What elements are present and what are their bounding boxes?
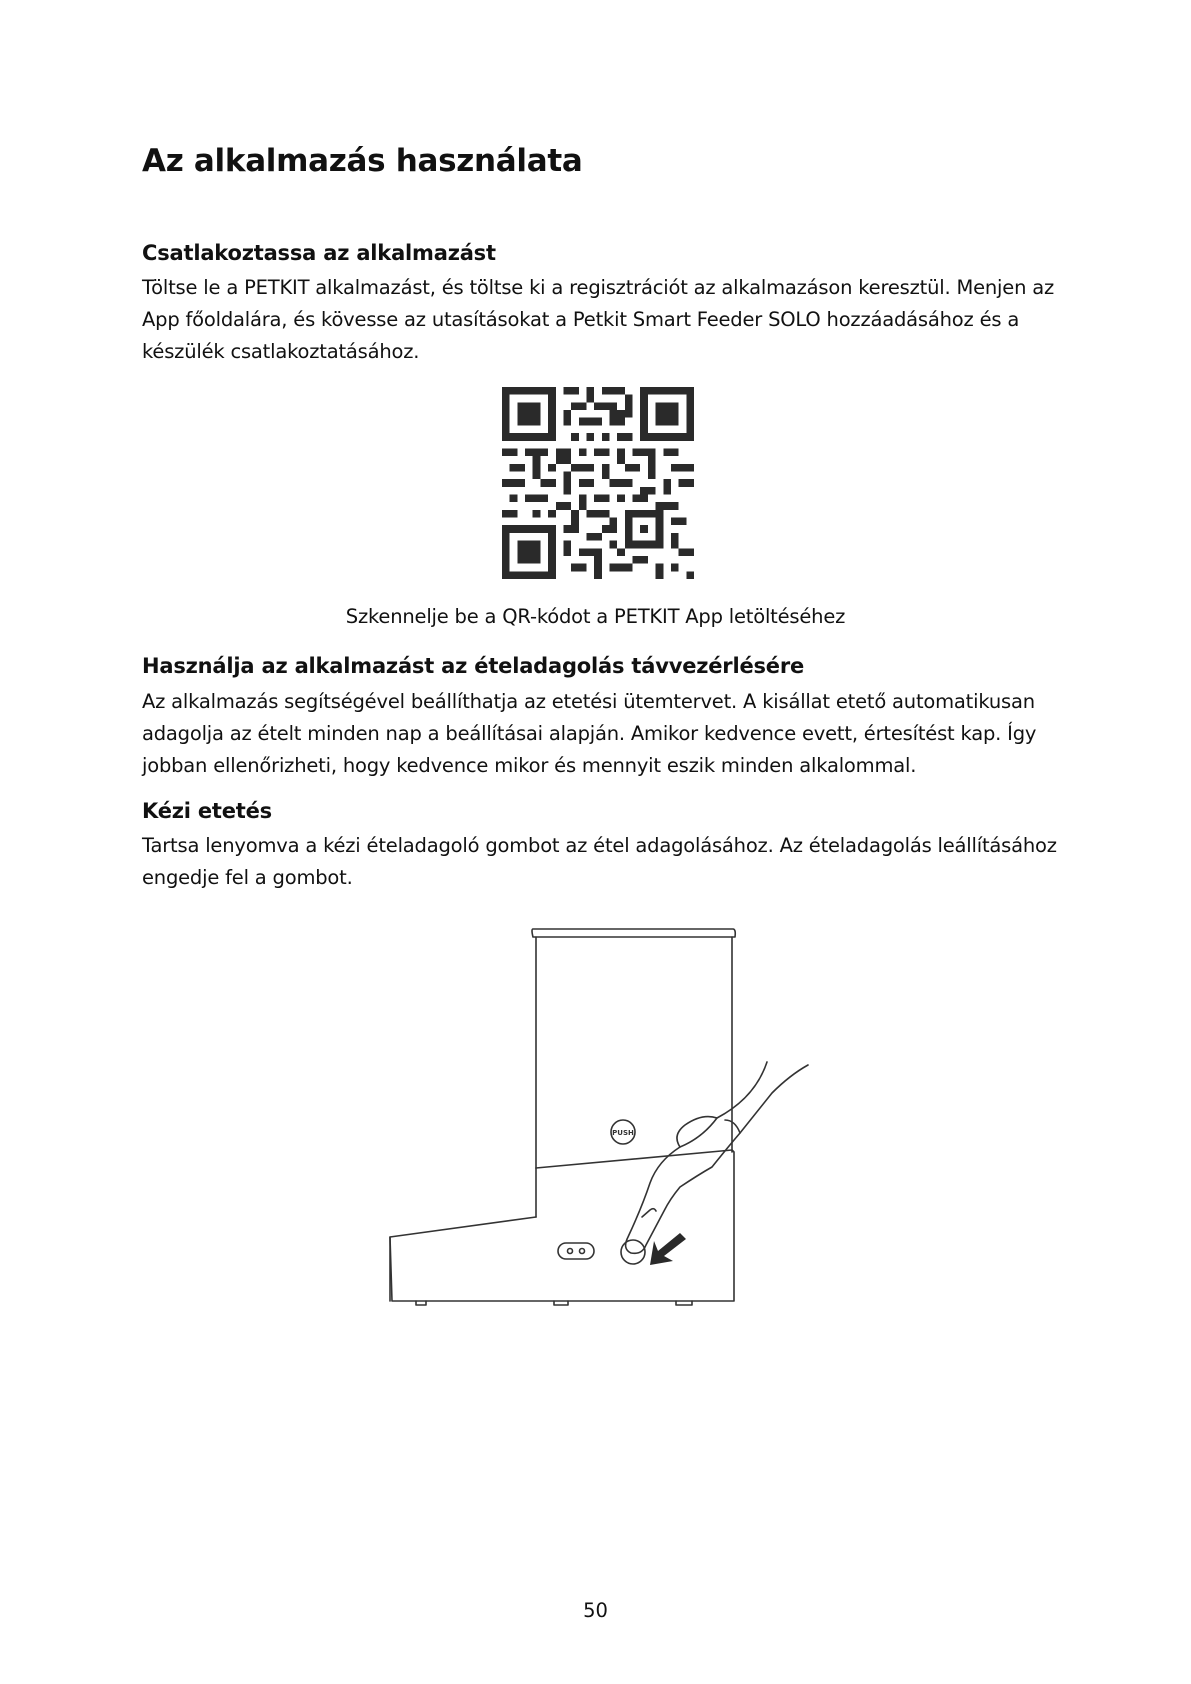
feeder-base [390,1150,734,1301]
push-label: PUSH [612,1129,634,1137]
qr-caption: Szkennelje be a QR-kódot a PETKIT App letöltéséhez [345,605,846,628]
arrow-icon [650,1233,686,1265]
port-icon [558,1243,594,1259]
page-number: 50 [583,1599,608,1622]
page-title: Az alkalmazás használata [142,143,583,179]
section-heading-manual: Kézi etetés [142,799,272,823]
section-heading-remote: Használja az alkalmazást az ételadagolás távvezérlésére [142,654,805,678]
qr-code [502,387,694,579]
feeder-lid [532,929,735,937]
paragraph-connect: Töltse le a PETKIT alkalmazást, és töltse ki a regisztrációt az alkalmazáson keresztül. Menjen az App főoldalára, és kövesse az utasításokat a Petkit Smart Feeder SOLO hozzáadásához és a készülék csatlakoztatásához. [142,276,1055,363]
paragraph-remote: Az alkalmazás segítségével beállíthatja az etetési ütemtervet. A kisállat etető automatikusan adagolja az ételt minden nap a beállításai alapján. Amikor kedvence evett, értesítést kap. Így jobban ellenőrizheti, hogy kedvence mikor és mennyit eszik minden alkalommal. [142,690,1037,777]
feeder-illustration [380,915,830,1310]
section-heading-connect: Csatlakoztassa az alkalmazást [142,241,496,265]
paragraph-manual: Tartsa lenyomva a kézi ételadagoló gombot az étel adagolásához. Az ételadagolás leállításához engedje fel a gombot. [142,834,1057,889]
